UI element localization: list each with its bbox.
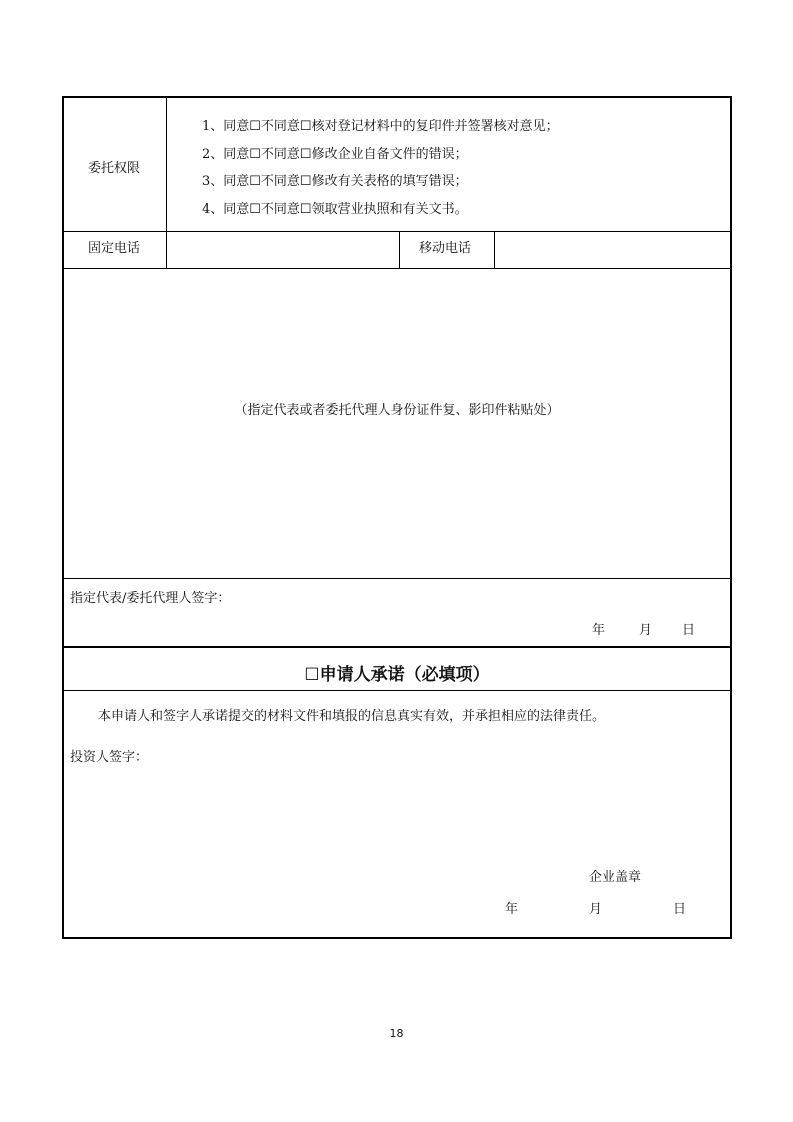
seal-label: 企业盖章 — [589, 870, 642, 885]
section-divider — [62, 646, 732, 648]
pledge-title: ☐申请人承诺（必填项） — [304, 665, 490, 685]
authority-item-2: 2、同意☐不同意☐修改企业自备文件的错误； — [202, 147, 468, 162]
authorization-form — [62, 96, 732, 939]
agent-sign-year: 年 — [592, 623, 606, 638]
row-divider — [62, 268, 732, 269]
mobile-label: 移动电话 — [419, 241, 472, 256]
phone-divider-2 — [399, 231, 400, 268]
pledge-day: 日 — [673, 902, 687, 917]
id-paste-note: （指定代表或者委托代理人身份证件复、影印件粘贴处） — [234, 403, 560, 418]
row-divider — [62, 578, 732, 579]
agent-sign-month: 月 — [639, 623, 653, 638]
phone-divider-3 — [494, 231, 495, 268]
authority-item-1: 1、同意☐不同意☐核对登记材料中的复印件并签署核对意见； — [202, 119, 559, 134]
form-border — [62, 96, 732, 939]
agent-sign-label: 指定代表/委托代理人签字： — [70, 591, 231, 606]
pledge-year: 年 — [505, 902, 519, 917]
agent-sign-day: 日 — [682, 623, 696, 638]
investor-sign-label: 投资人签字： — [70, 750, 149, 765]
phone-divider-1 — [166, 231, 167, 268]
authority-label: 委托权限 — [88, 161, 141, 176]
row-divider — [62, 231, 732, 232]
page-number: 18 — [389, 1027, 404, 1040]
authority-item-3: 3、同意☐不同意☐修改有关表格的填写错误； — [202, 174, 468, 189]
landline-label: 固定电话 — [88, 241, 141, 256]
pledge-text: 本申请人和签字人承诺提交的材料文件和填报的信息真实有效，并承担相应的法律责任。 — [98, 709, 606, 724]
authority-item-4: 4、同意☐不同意☐领取营业执照和有关文书。 — [202, 202, 468, 217]
row-divider — [62, 690, 732, 691]
pledge-month: 月 — [589, 902, 603, 917]
